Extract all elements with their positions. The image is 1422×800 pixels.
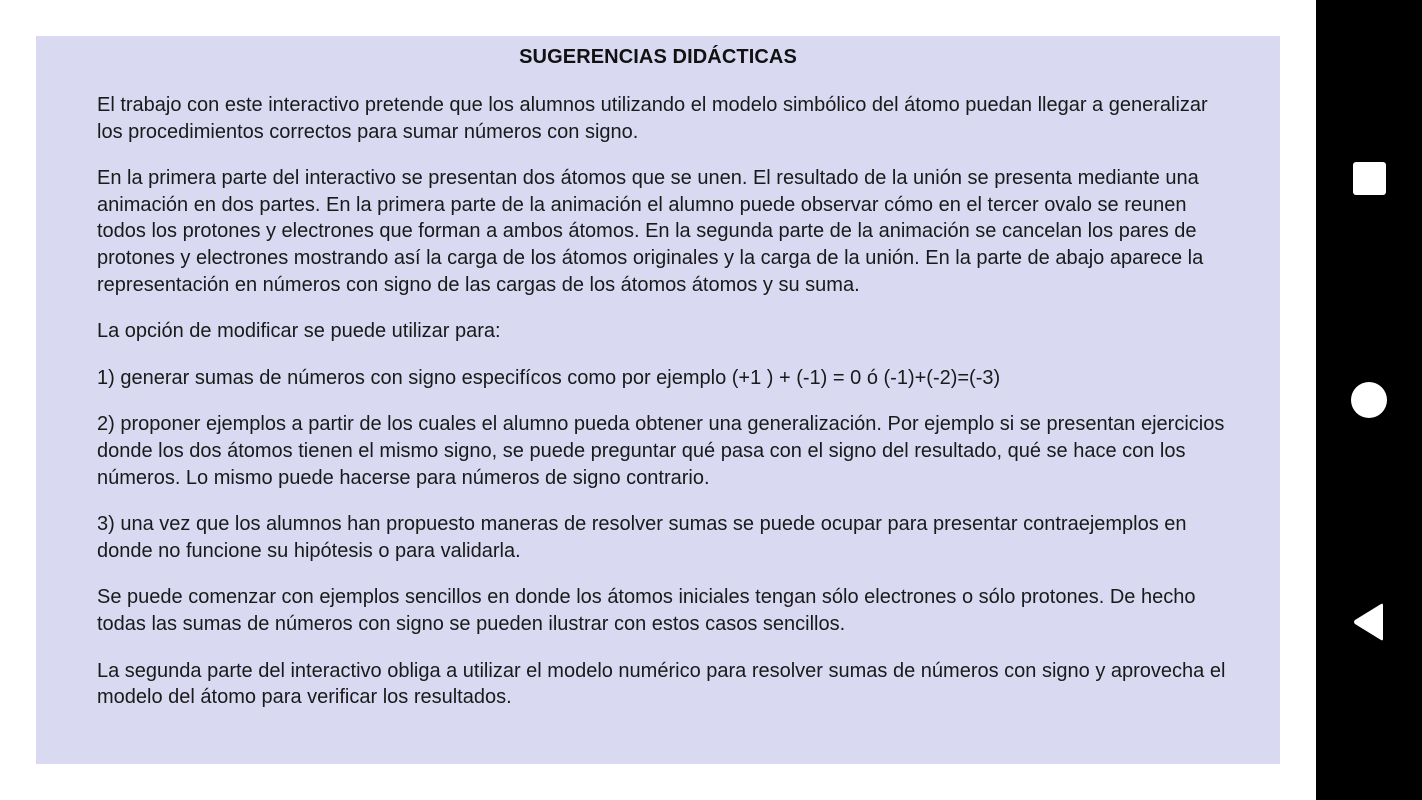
paragraph: En la primera parte del interactivo se presentan dos átomos que se unen. El resultado de la unión se presenta mediante una animación en dos partes. En la primera parte de la animación el alumno puede observar cómo en el tercer ovalo se reunen todos los protones y electrones que forman a ambos átomos. En la segunda parte de la animación se cancelan los pares de protones y electrones mostrando así la carga de los átomos originales y la carga de la unión. En la parte de abajo aparece la representación en números con signo de las cargas de los átomos átomos y su suma.	[97, 167, 1204, 296]
paragraph: 3) una vez que los alumnos han propuesto maneras de resolver sumas se puede ocupar para presentar contraejemplos en donde no funcione su hipótesis o para validarla.	[97, 513, 1187, 562]
panel-title: SUGERENCIAS DIDÁCTICAS	[519, 46, 797, 68]
paragraph: Se puede comenzar con ejemplos sencillos en donde los átomos iniciales tengan sólo electrones o sólo protones. De hecho todas las sumas de números con signo se pueden ilustrar con estos casos sencillos.	[97, 586, 1196, 635]
paragraph: 2) proponer ejemplos a partir de los cuales el alumno pueda obtener una generalización. Por ejemplo si se presentan ejercicios donde los dos átomos tienen el mismo signo, se puede preguntar qué pasa con el signo del resultado, qué se hace con los números. Lo mismo puede hacerse para números de signo contrario.	[97, 413, 1225, 489]
paragraph: La segunda parte del interactivo obliga a utilizar el modelo numérico para resolver sumas de números con signo y aprovecha el modelo del átomo para verificar los resultados.	[97, 659, 1226, 709]
circle-icon	[1351, 382, 1387, 418]
suggestions-panel	[36, 36, 1280, 764]
recents-button[interactable]	[1316, 123, 1422, 233]
back-button[interactable]	[1316, 567, 1422, 677]
paragraph: La opción de modificar se puede utilizar para:	[97, 320, 501, 343]
paragraph: El trabajo con este interactivo pretende que los alumnos utilizando el modelo simbólico del átomo puedan llegar a generalizar los procedimientos correctos para sumar números con signo.	[97, 94, 1208, 143]
triangle-back-icon	[1352, 603, 1386, 641]
square-icon	[1353, 162, 1386, 195]
panel-body	[97, 92, 1227, 731]
paragraph: 1) generar sumas de números con signo especifícos como por ejemplo (+1 ) + (-1) = 0 ó (-1)+(-2)=(-3)	[97, 366, 1001, 389]
home-button[interactable]	[1316, 345, 1422, 455]
navigation-bar	[1316, 0, 1422, 800]
